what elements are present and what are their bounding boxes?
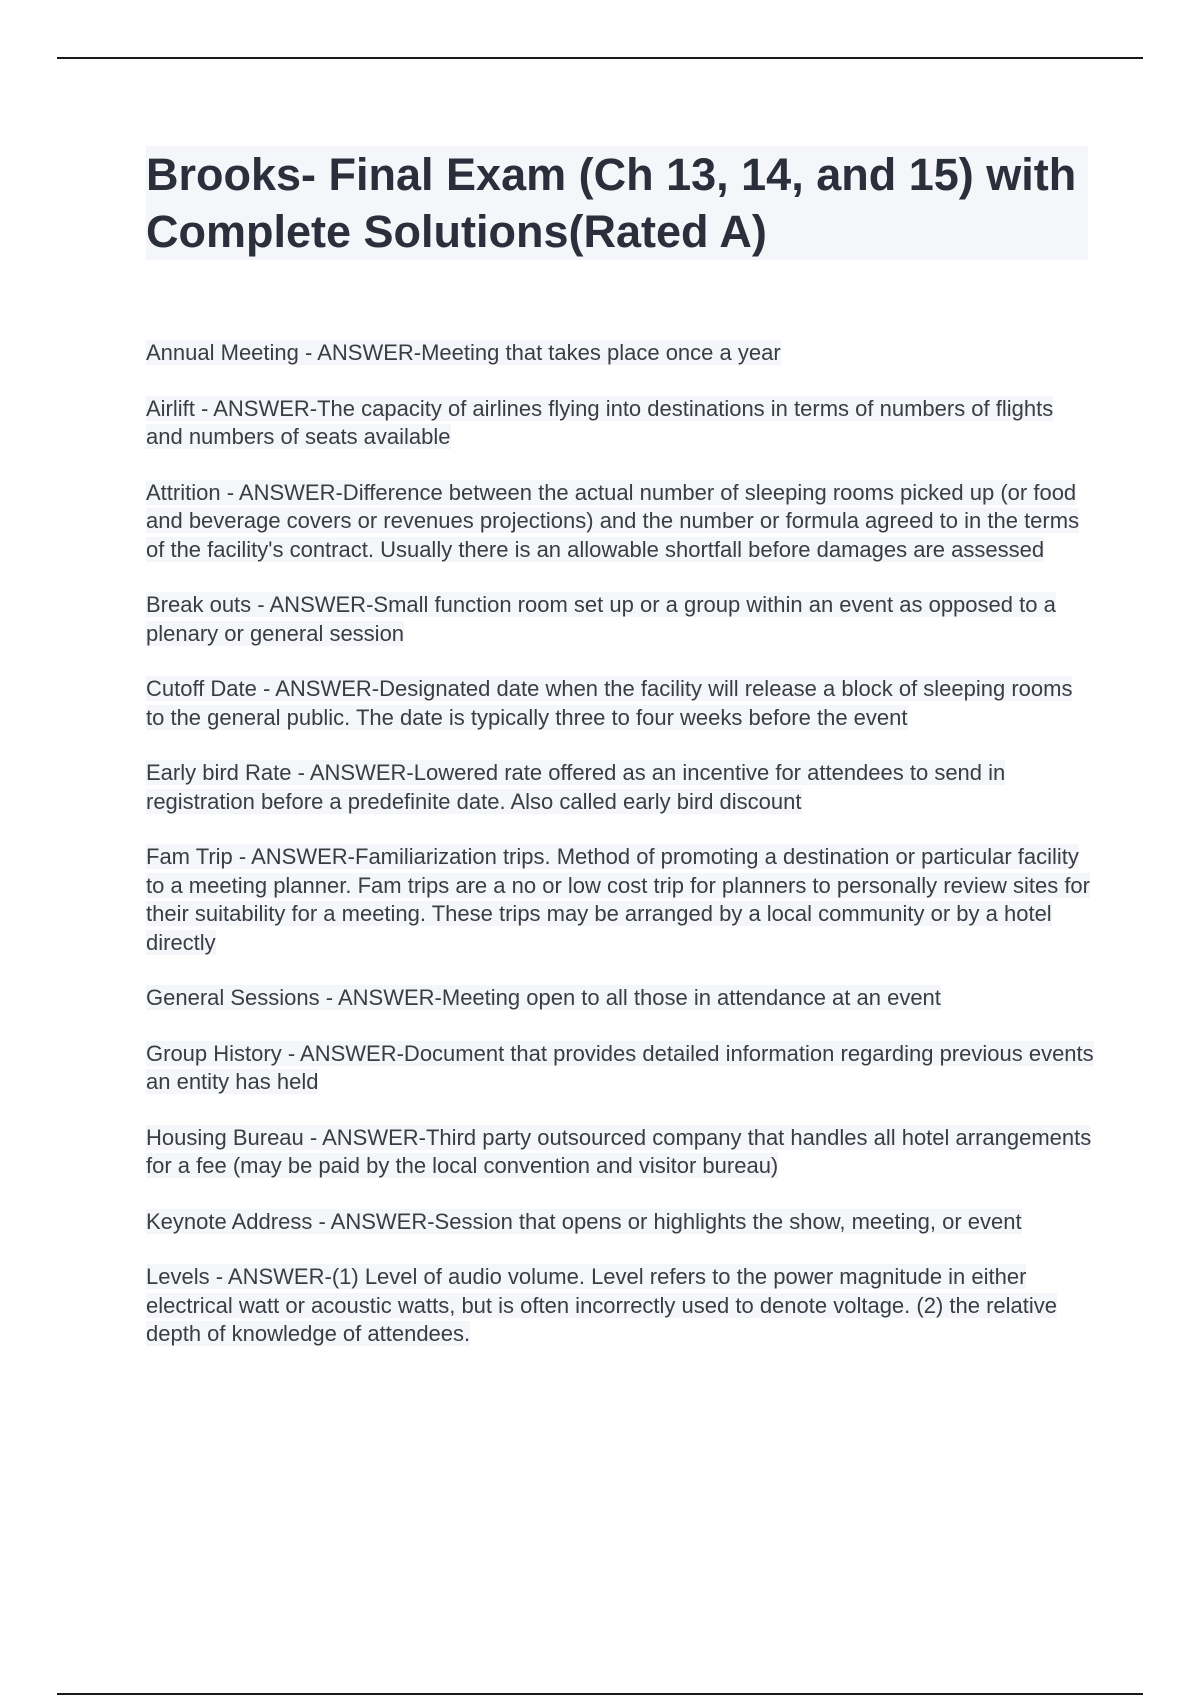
qa-text: Break outs - ANSWER-Small function room set up or a group within an event as opposed to a plenary or general session: [146, 592, 1056, 646]
top-divider: [57, 57, 1143, 59]
qa-text: Cutoff Date - ANSWER-Designated date when the facility will release a block of sleeping rooms to the general public. The date is typically three to four weeks before the event: [146, 676, 1073, 730]
qa-text: Annual Meeting - ANSWER-Meeting that takes place once a year: [146, 340, 781, 365]
qa-entry: [146, 1263, 1096, 1349]
qa-entry: [146, 984, 1096, 1013]
qa-text: Airlift - ANSWER-The capacity of airlines flying into destinations in terms of numbers of flights and numbers of seats available: [146, 395, 1054, 449]
qa-text: Early bird Rate - ANSWER-Lowered rate offered as an incentive for attendees to send in registration before a predefinite date. Also called early bird discount: [146, 760, 1006, 814]
qa-text: Fam Trip - ANSWER-Familiarization trips. Method of promoting a destination or particular facility to a meeting planner. Fam trips are a no or low cost trip for planners to personally review sites for their suitability for a meeting. These trips may be arranged by a local community or by a hotel directly: [146, 844, 1090, 955]
qa-text: General Sessions - ANSWER-Meeting open to all those in attendance at an event: [146, 985, 941, 1010]
qa-entry: [146, 675, 1096, 732]
qa-entry: [146, 479, 1096, 565]
qa-text: Attrition - ANSWER-Difference between the actual number of sleeping rooms picked up (or food and beverage covers or revenues projections) and the number or formula agreed to in the terms of the facility's contract. Usually there is an allowable shortfall before damages are assessed: [146, 479, 1080, 562]
qa-entry: [146, 395, 1096, 452]
qa-entry: [146, 759, 1096, 816]
qa-text: Levels - ANSWER-(1) Level of audio volume. Level refers to the power magnitude in either electrical watt or acoustic watts, but is often incorrectly used to denote voltage. (2) the relative depth of knowledge of attendees.: [146, 1264, 1058, 1346]
qa-text: Housing Bureau - ANSWER-Third party outsourced company that handles all hotel arrangements for a fee (may be paid by the local convention and visitor bureau): [146, 1124, 1092, 1178]
qa-entry: [146, 1124, 1096, 1181]
qa-entry: [146, 1208, 1096, 1237]
qa-text: Keynote Address - ANSWER-Session that opens or highlights the show, meeting, or event: [146, 1208, 1022, 1234]
page-title: Brooks- Final Exam (Ch 13, 14, and 15) with Complete Solutions(Rated A): [146, 149, 1077, 257]
qa-entry: [146, 1040, 1096, 1097]
bottom-divider: [57, 1693, 1143, 1695]
qa-list: [146, 339, 1096, 1376]
qa-entry: [146, 339, 1096, 368]
qa-entry: [146, 591, 1096, 648]
qa-text: Group History - ANSWER-Document that provides detailed information regarding previous events an entity has held: [146, 1040, 1094, 1094]
title-block: [146, 146, 1088, 260]
qa-entry: [146, 843, 1096, 957]
